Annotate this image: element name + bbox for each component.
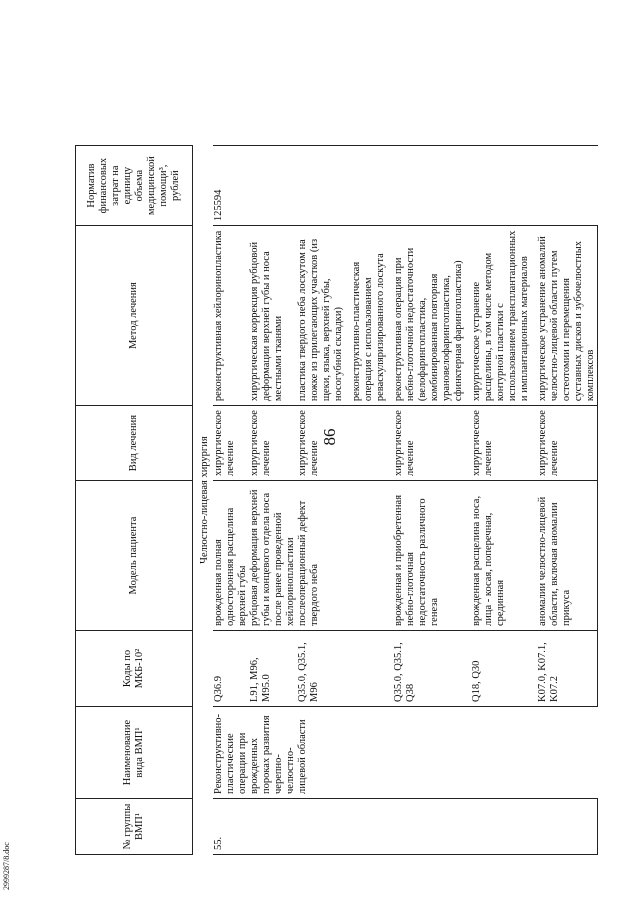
treatment-method: хирургическая коррекция рубцовой деформации верхней губы и носа местными тканями — [249, 226, 297, 406]
table-row — [213, 146, 249, 855]
icd-codes: Q35.0, Q35.1, Q38 — [393, 631, 471, 707]
header-patient-model: Модель пациента — [76, 481, 193, 631]
icd-codes: Q36.9 — [213, 631, 249, 707]
group-name: Реконструктивно-пластические операции при врожденных пороках развития черепно-челюстно-лицевой области — [213, 707, 598, 799]
treatment-method: хирургическое устранение аномалий челюстно-лицевой области путем остеотомии и перемещения суставных дисков и зубочелюстных комплексов — [537, 226, 598, 406]
vmp-table — [75, 145, 598, 855]
treatment-method: реконструктивная операция при небно-глоточной недостаточности (велофарингопластика, комбинированная повторная урановелофарингопластика, сфинктерная фарингопластика) — [393, 226, 471, 406]
header-cost-norm: Норматив финансовых затрат на единицу объема медицинской помощи³, рублей — [76, 146, 193, 226]
treatment-type: хирургическое лечение — [213, 406, 249, 481]
patient-model: рубцовая деформация верхней губы и концевого отдела носа после ранее проведенной хейлоринопластики — [249, 481, 297, 631]
section-title: Челюстно-лицевая хирургия — [199, 436, 210, 564]
icd-codes: Q35.0, Q35.1, M96 — [297, 631, 393, 707]
treatment-method-text: пластика твердого неба лоскутом на ножке из прилегающих участков (из щеки, языка, верхней губы, носогубной складки) — [297, 238, 344, 402]
header-icd-codes: Коды по МКБ-10² — [76, 631, 193, 707]
patient-model: врожденная полная односторонняя расщелина верхней губы — [213, 481, 249, 631]
treatment-method — [297, 226, 393, 406]
treatment-type: хирургическое лечение — [471, 406, 537, 481]
header-group-number: № группы ВМП¹ — [76, 799, 193, 855]
section-row — [193, 146, 214, 855]
patient-model: врожденная и приобретенная небно-глоточная недостаточность различного генеза — [393, 481, 471, 631]
header-treatment-method: Метод лечения — [76, 226, 193, 406]
group-number: 55. — [213, 799, 249, 855]
treatment-type: хирургическое лечение — [537, 406, 598, 481]
patient-model: аномалии челюстно-лицевой области, включая аномалии прикуса — [537, 481, 598, 631]
treatment-method-extra: реконструктивно-пластическая операция с использованием реваскуляризированного лоскута — [351, 253, 386, 402]
cost-norm: 125594 — [213, 146, 598, 226]
treatment-method: хирургическое устранение расщелины, в том числе методом контурной пластики с использованием трансплантационных и имплантационных материалов — [471, 226, 537, 406]
patient-model: врожденная расщелина носа, лица - косая, поперечная, срединная — [471, 481, 537, 631]
page-number: 86 — [320, 428, 339, 446]
rotated-table-container — [75, 25, 620, 855]
header-treatment-type: Вид лечения — [76, 406, 193, 481]
treatment-method: реконструктивная хейлоринопластика — [213, 226, 249, 406]
treatment-type: хирургическое лечение — [249, 406, 297, 481]
header-row — [76, 146, 193, 855]
icd-codes: Q18, Q30 — [471, 631, 537, 707]
rotated-page-area — [75, 25, 620, 855]
treatment-type: хирургическое лечение — [393, 406, 471, 481]
icd-codes: K07.0, K07.1, K07.2 — [537, 631, 598, 707]
header-vmp-name: Наименование вида ВМП¹ — [76, 707, 193, 799]
icd-codes: L91, M96, M95.0 — [249, 631, 297, 707]
footer-file-name: 2999287/8.doc — [2, 842, 11, 890]
treatment-type: хирургическое лечение — [297, 406, 393, 481]
patient-model: послеоперационный дефект твердого неба — [297, 481, 393, 631]
